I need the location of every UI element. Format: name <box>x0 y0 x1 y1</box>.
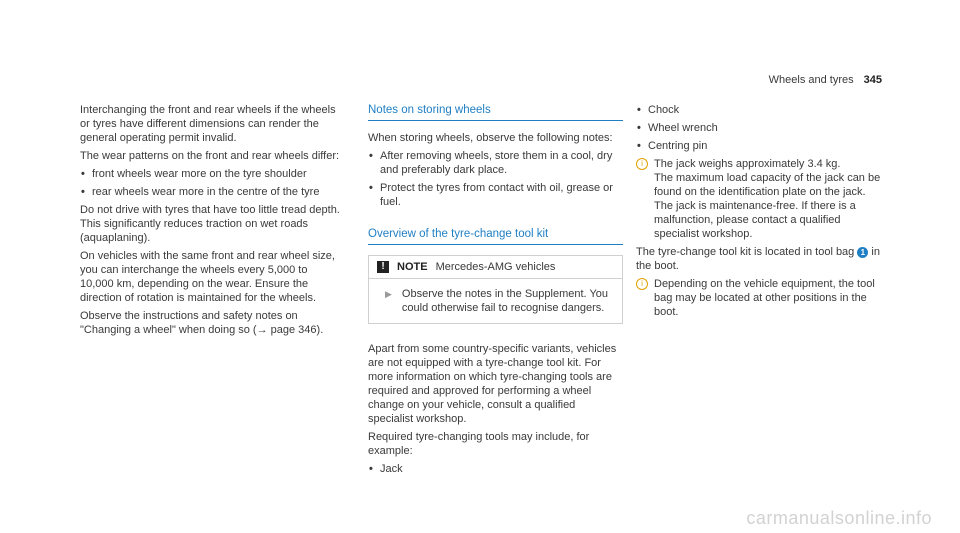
page-number: 345 <box>863 74 882 86</box>
bullet-list <box>368 462 623 476</box>
column-3 <box>636 103 886 323</box>
list-item: • Wheel wrench <box>637 122 718 134</box>
paragraph: Do not drive with tyres that have too little tread depth. This significantly reduces traction on wet roads (aquaplaning). <box>80 204 340 244</box>
column-2 <box>368 103 623 480</box>
watermark: carmanualsonline.info <box>746 508 932 528</box>
list-item: • front wheels wear more on the tyre shoulder <box>81 168 307 180</box>
note-text: Observe the notes in the Supplement. You could otherwise fail to recognise dangers. <box>401 288 609 314</box>
bullet-list <box>80 167 342 199</box>
section-title-tool-kit: Overview of the tyre-change tool kit <box>368 227 623 245</box>
paragraph: When storing wheels, observe the following notes: <box>368 132 613 144</box>
page-header <box>769 73 882 87</box>
note-subject: Mercedes-AMG vehicles <box>435 261 556 273</box>
bullet-icon: • <box>369 150 373 162</box>
callout-number-badge: 1 <box>857 247 868 258</box>
arrow-right-icon: ▶ <box>385 289 392 299</box>
list-item: • After removing wheels, store them in a cool, dry and preferably dark place. <box>369 150 613 176</box>
bullet-icon: • <box>369 463 373 475</box>
info-note <box>636 277 886 319</box>
paragraph: Interchanging the front and rear wheels if the wheels or tyres have different dimensions can render the general operating permit invalid. <box>80 104 336 144</box>
info-text: Depending on the vehicle equipment, the tool bag may be located at other positions in the boot. <box>654 278 875 318</box>
paragraph: Apart from some country-specific variants, vehicles are not equipped with a tyre-change tool kit. For more information on which tyre-changing tools are required and approved for performing a wheel change on your vehicle, consult a qualified specialist workshop. <box>368 343 617 425</box>
bullet-icon: • <box>637 104 641 116</box>
section-title-storing-wheels: Notes on storing wheels <box>368 103 623 121</box>
list-item: • Protect the tyres from contact with oil, grease or fuel. <box>369 182 613 208</box>
note-body <box>369 279 622 323</box>
bullet-icon: • <box>637 122 641 134</box>
bullet-icon: • <box>369 182 373 194</box>
bullet-icon: • <box>637 140 641 152</box>
column-1 <box>80 103 342 341</box>
info-icon: i <box>636 158 648 170</box>
paragraph: On vehicles with the same front and rear wheel size, you can interchange the wheels every 5,000 to 10,000 km, depending on the wear. Ensure the direction of rotation is maintained for the wheels. <box>80 250 335 304</box>
info-note <box>636 157 886 241</box>
list-item: • Jack <box>369 463 403 475</box>
bullet-list <box>368 149 623 209</box>
info-icon: i <box>636 278 648 290</box>
list-item: • Centring pin <box>637 140 708 152</box>
paragraph: Required tyre-changing tools may include, for example: <box>368 431 590 457</box>
note-label: NOTE <box>397 261 428 273</box>
info-text: The jack weighs approximately 3.4 kg. The maximum load capacity of the jack can be found on the identification plate on the jack. The jack is maintenance-free. If there is a malfunction, please contact a qualified specialist workshop. <box>654 158 881 240</box>
bullet-icon: • <box>81 168 85 180</box>
paragraph: The wear patterns on the front and rear wheels differ: <box>80 150 340 162</box>
bullet-list <box>636 103 886 153</box>
bullet-icon: • <box>81 186 85 198</box>
paragraph: The tyre-change tool kit is located in tool bag 1 in the boot. <box>636 246 880 272</box>
section-name: Wheels and tyres <box>768 74 854 86</box>
warning-icon: ! <box>377 261 389 273</box>
list-item: • rear wheels wear more in the centre of the tyre <box>81 186 320 198</box>
paragraph: Observe the instructions and safety notes on "Changing a wheel" when doing so (→ page 346). <box>80 310 324 336</box>
note-header <box>369 256 622 279</box>
note-box <box>368 255 623 324</box>
list-item: • Chock <box>637 104 680 116</box>
